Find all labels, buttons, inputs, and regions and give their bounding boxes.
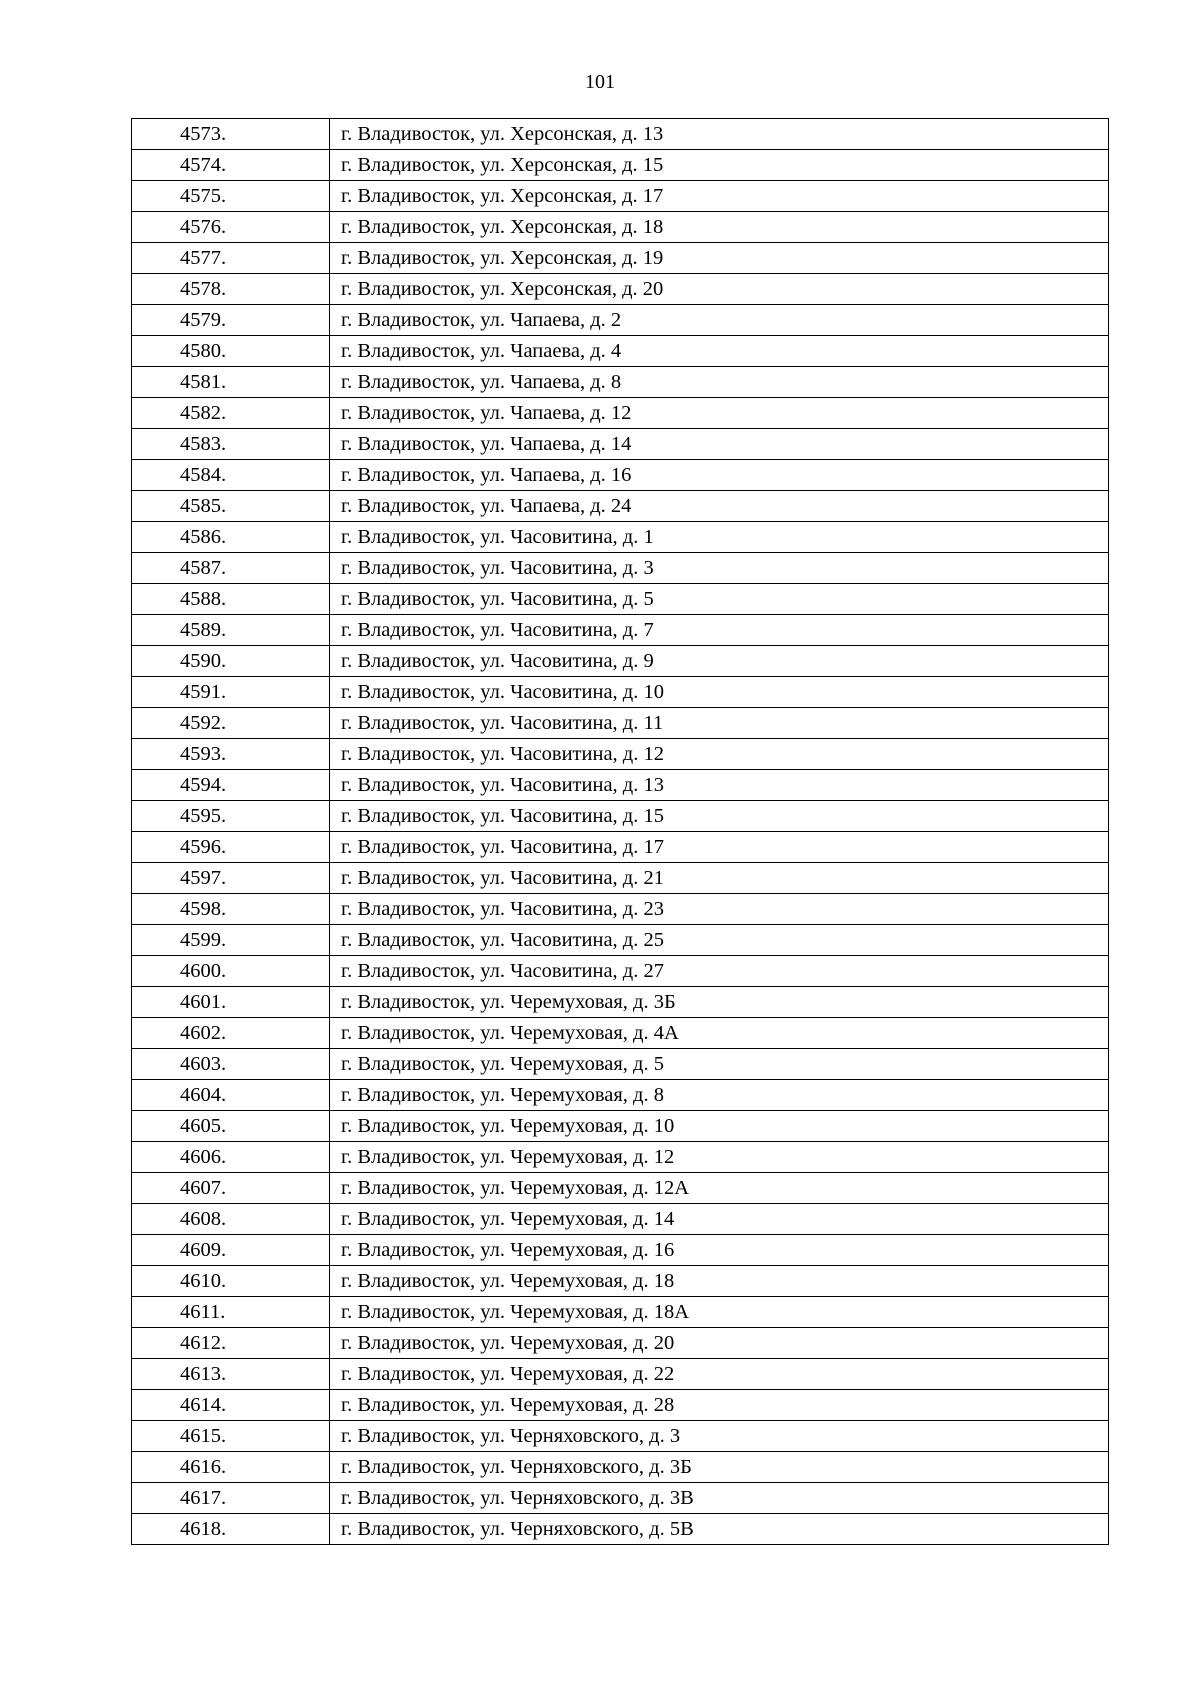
row-address: г. Владивосток, ул. Черемуховая, д. 12А: [330, 1173, 1109, 1204]
table-row: [132, 429, 1109, 460]
table-row: [132, 801, 1109, 832]
row-number: 4605.: [132, 1111, 330, 1142]
row-address: г. Владивосток, ул. Часовитина, д. 13: [330, 770, 1109, 801]
table-row: [132, 708, 1109, 739]
row-number: 4610.: [132, 1266, 330, 1297]
row-number: 4615.: [132, 1421, 330, 1452]
table-row: [132, 398, 1109, 429]
row-address: г. Владивосток, ул. Чапаева, д. 24: [330, 491, 1109, 522]
row-number: 4585.: [132, 491, 330, 522]
row-address: г. Владивосток, ул. Черемуховая, д. 3Б: [330, 987, 1109, 1018]
table-row: [132, 1483, 1109, 1514]
row-address: г. Владивосток, ул. Часовитина, д. 7: [330, 615, 1109, 646]
row-address: г. Владивосток, ул. Черемуховая, д. 18А: [330, 1297, 1109, 1328]
table-row: [132, 460, 1109, 491]
table-row: [132, 1235, 1109, 1266]
row-number: 4611.: [132, 1297, 330, 1328]
row-number: 4577.: [132, 243, 330, 274]
table-row: [132, 1328, 1109, 1359]
table-row: [132, 987, 1109, 1018]
row-address: г. Владивосток, ул. Часовитина, д. 9: [330, 646, 1109, 677]
row-number: 4593.: [132, 739, 330, 770]
row-address: г. Владивосток, ул. Часовитина, д. 11: [330, 708, 1109, 739]
row-number: 4606.: [132, 1142, 330, 1173]
row-address: г. Владивосток, ул. Черемуховая, д. 4А: [330, 1018, 1109, 1049]
row-number: 4578.: [132, 274, 330, 305]
table-row: [132, 1266, 1109, 1297]
row-address: г. Владивосток, ул. Черемуховая, д. 16: [330, 1235, 1109, 1266]
row-address: г. Владивосток, ул. Часовитина, д. 21: [330, 863, 1109, 894]
row-number: 4579.: [132, 305, 330, 336]
row-address: г. Владивосток, ул. Часовитина, д. 1: [330, 522, 1109, 553]
row-number: 4613.: [132, 1359, 330, 1390]
row-address: г. Владивосток, ул. Херсонская, д. 20: [330, 274, 1109, 305]
table-row: [132, 584, 1109, 615]
table-row: [132, 863, 1109, 894]
row-number: 4583.: [132, 429, 330, 460]
row-number: 4574.: [132, 150, 330, 181]
table-row: [132, 212, 1109, 243]
row-number: 4592.: [132, 708, 330, 739]
row-number: 4597.: [132, 863, 330, 894]
row-number: 4614.: [132, 1390, 330, 1421]
row-number: 4600.: [132, 956, 330, 987]
table-row: [132, 956, 1109, 987]
table-row: [132, 1390, 1109, 1421]
row-address: г. Владивосток, ул. Черняховского, д. 3Б: [330, 1452, 1109, 1483]
row-number: 4587.: [132, 553, 330, 584]
row-number: 4607.: [132, 1173, 330, 1204]
row-address: г. Владивосток, ул. Часовитина, д. 27: [330, 956, 1109, 987]
table-row: [132, 1359, 1109, 1390]
address-table: [131, 118, 1109, 1545]
row-number: 4582.: [132, 398, 330, 429]
row-number: 4584.: [132, 460, 330, 491]
table-row: [132, 150, 1109, 181]
row-number: 4598.: [132, 894, 330, 925]
table-row: [132, 677, 1109, 708]
table-row: [132, 1452, 1109, 1483]
row-address: г. Владивосток, ул. Часовитина, д. 15: [330, 801, 1109, 832]
table-row: [132, 894, 1109, 925]
row-address: г. Владивосток, ул. Херсонская, д. 13: [330, 119, 1109, 150]
row-number: 4603.: [132, 1049, 330, 1080]
page-number: 101: [585, 71, 615, 93]
row-number: 4599.: [132, 925, 330, 956]
row-address: г. Владивосток, ул. Часовитина, д. 10: [330, 677, 1109, 708]
row-number: 4596.: [132, 832, 330, 863]
row-address: г. Владивосток, ул. Чапаева, д. 14: [330, 429, 1109, 460]
row-address: г. Владивосток, ул. Часовитина, д. 23: [330, 894, 1109, 925]
row-number: 4589.: [132, 615, 330, 646]
row-number: 4573.: [132, 119, 330, 150]
row-address: г. Владивосток, ул. Часовитина, д. 12: [330, 739, 1109, 770]
table-row: [132, 305, 1109, 336]
row-number: 4608.: [132, 1204, 330, 1235]
row-address: г. Владивосток, ул. Чапаева, д. 2: [330, 305, 1109, 336]
row-address: г. Владивосток, ул. Черемуховая, д. 22: [330, 1359, 1109, 1390]
row-number: 4588.: [132, 584, 330, 615]
table-row: [132, 832, 1109, 863]
row-address: г. Владивосток, ул. Херсонская, д. 15: [330, 150, 1109, 181]
row-address: г. Владивосток, ул. Часовитина, д. 3: [330, 553, 1109, 584]
row-number: 4594.: [132, 770, 330, 801]
row-number: 4576.: [132, 212, 330, 243]
row-address: г. Владивосток, ул. Черемуховая, д. 18: [330, 1266, 1109, 1297]
row-address: г. Владивосток, ул. Чапаева, д. 12: [330, 398, 1109, 429]
table-row: [132, 770, 1109, 801]
table-row: [132, 181, 1109, 212]
row-address: г. Владивосток, ул. Чапаева, д. 4: [330, 336, 1109, 367]
row-number: 4618.: [132, 1514, 330, 1545]
row-address: г. Владивосток, ул. Часовитина, д. 17: [330, 832, 1109, 863]
row-number: 4595.: [132, 801, 330, 832]
row-address: г. Владивосток, ул. Черемуховая, д. 12: [330, 1142, 1109, 1173]
row-number: 4616.: [132, 1452, 330, 1483]
table-row: [132, 1297, 1109, 1328]
table-row: [132, 243, 1109, 274]
row-number: 4602.: [132, 1018, 330, 1049]
row-number: 4575.: [132, 181, 330, 212]
row-address: г. Владивосток, ул. Черняховского, д. 3: [330, 1421, 1109, 1452]
row-address: г. Владивосток, ул. Часовитина, д. 5: [330, 584, 1109, 615]
row-address: г. Владивосток, ул. Херсонская, д. 19: [330, 243, 1109, 274]
table-row: [132, 1421, 1109, 1452]
row-address: г. Владивосток, ул. Черемуховая, д. 5: [330, 1049, 1109, 1080]
table-row: [132, 646, 1109, 677]
table-row: [132, 522, 1109, 553]
row-address: г. Владивосток, ул. Черемуховая, д. 8: [330, 1080, 1109, 1111]
table-row: [132, 491, 1109, 522]
table-row: [132, 1173, 1109, 1204]
row-number: 4609.: [132, 1235, 330, 1266]
row-number: 4601.: [132, 987, 330, 1018]
table-row: [132, 925, 1109, 956]
row-address: г. Владивосток, ул. Черемуховая, д. 20: [330, 1328, 1109, 1359]
table-row: [132, 1514, 1109, 1545]
address-table-body: [132, 119, 1109, 1545]
table-row: [132, 367, 1109, 398]
table-row: [132, 1204, 1109, 1235]
table-row: [132, 336, 1109, 367]
row-address: г. Владивосток, ул. Черняховского, д. 5В: [330, 1514, 1109, 1545]
table-row: [132, 1049, 1109, 1080]
table-row: [132, 274, 1109, 305]
row-address: г. Владивосток, ул. Черемуховая, д. 14: [330, 1204, 1109, 1235]
table-row: [132, 1080, 1109, 1111]
table-row: [132, 1142, 1109, 1173]
row-address: г. Владивосток, ул. Херсонская, д. 17: [330, 181, 1109, 212]
row-address: г. Владивосток, ул. Черняховского, д. 3В: [330, 1483, 1109, 1514]
row-address: г. Владивосток, ул. Черемуховая, д. 10: [330, 1111, 1109, 1142]
row-number: 4580.: [132, 336, 330, 367]
table-row: [132, 1111, 1109, 1142]
row-address: г. Владивосток, ул. Чапаева, д. 8: [330, 367, 1109, 398]
row-address: г. Владивосток, ул. Чапаева, д. 16: [330, 460, 1109, 491]
row-address: г. Владивосток, ул. Херсонская, д. 18: [330, 212, 1109, 243]
row-number: 4612.: [132, 1328, 330, 1359]
table-row: [132, 615, 1109, 646]
table-row: [132, 553, 1109, 584]
row-number: 4617.: [132, 1483, 330, 1514]
row-number: 4604.: [132, 1080, 330, 1111]
row-number: 4591.: [132, 677, 330, 708]
row-address: г. Владивосток, ул. Черемуховая, д. 28: [330, 1390, 1109, 1421]
row-number: 4581.: [132, 367, 330, 398]
row-address: г. Владивосток, ул. Часовитина, д. 25: [330, 925, 1109, 956]
table-row: [132, 1018, 1109, 1049]
table-row: [132, 739, 1109, 770]
row-number: 4590.: [132, 646, 330, 677]
table-row: [132, 119, 1109, 150]
row-number: 4586.: [132, 522, 330, 553]
